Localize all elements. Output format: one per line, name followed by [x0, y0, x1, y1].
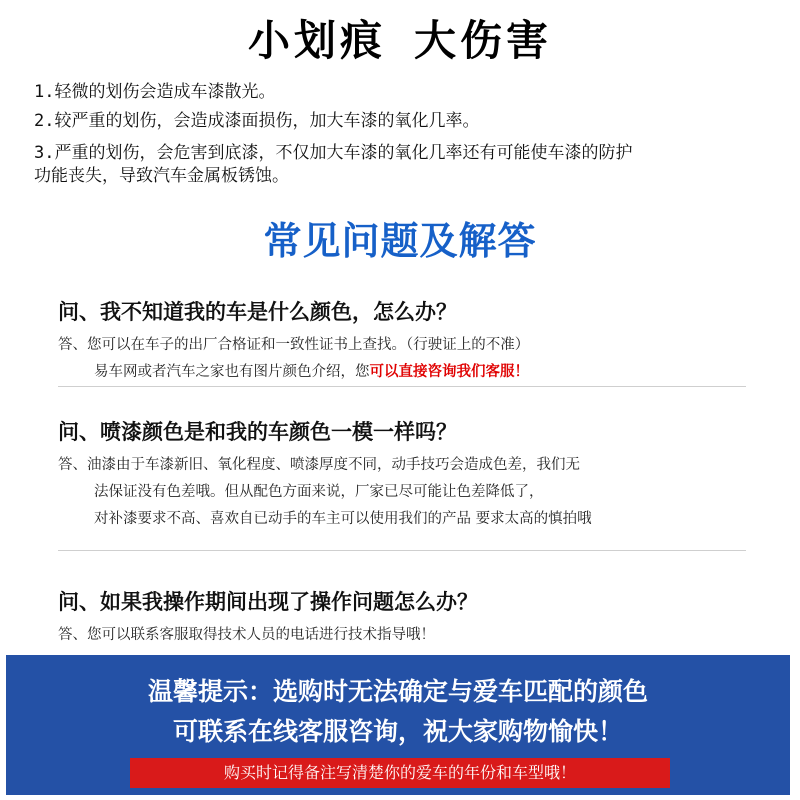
hero-title: [0, 8, 800, 68]
hero-title-part1: 小划痕: [247, 16, 386, 65]
contact-service-highlight: 可以直接咨询我们客服！: [369, 364, 529, 380]
faq-answer-2-line3: 对补漆要求不高、喜欢自已动手的车主可以使用我们的产品 要求太高的慎拍哦: [94, 511, 592, 527]
faq-answer-1-line2-text: 易车网或者汽车之家也有图片颜色介绍，您: [94, 364, 370, 380]
faq-answer-2-line1: 答、油漆由于车漆新旧、氧化程度、喷漆厚度不同，动手技巧会造成色差，我们无: [58, 457, 580, 473]
faq-question-3: 问、如果我操作期间出现了操作问题怎么办？: [58, 590, 478, 614]
faq-answer-2: [58, 452, 758, 533]
divider: [58, 550, 746, 551]
tip-line-1: 温馨提示：选购时无法确定与爱车匹配的颜色: [147, 677, 648, 706]
hero-title-part2: 大伤害: [414, 16, 553, 65]
faq-heading: 常见问题及解答: [263, 219, 537, 263]
faq-answer-1: [58, 332, 758, 386]
divider: [58, 386, 746, 387]
faq-question-2: 问、喷漆颜色是和我的车颜色一模一样吗？: [58, 420, 457, 444]
order-note-banner: 购买时记得备注写清楚你的爱车的年份和车型哦！: [130, 758, 670, 788]
faq-answer-3: 答、您可以联系客服取得技术人员的电话进行技术指导哦！: [58, 627, 435, 643]
faq-answer-2-line2: 法保证没有色差哦。但从配色方面来说，厂家已尽可能让色差降低了，: [94, 484, 544, 500]
intro-item-3-line1: 3.严重的划伤，会危害到底漆，不仅加大车漆的氧化几率还有可能使车漆的防护: [34, 143, 633, 163]
faq-answer-1-line2: [58, 359, 758, 386]
faq-item-2: [58, 416, 758, 533]
intro-item-3-line2: 功能丧失，导致汽车金属板锈蚀。: [34, 166, 289, 186]
tip-line-2: 可联系在线客服咨询，祝大家购物愉快！: [172, 717, 623, 746]
intro-item-1: 1.轻微的划伤会造成车漆散光。: [34, 82, 276, 102]
faq-item-3: [58, 586, 758, 649]
intro-item-2: 2.较严重的划伤，会造成漆面损伤，加大车漆的氧化几率。: [34, 111, 480, 131]
faq-answer-1-line1: 答、您可以在车子的出厂合格证和一致性证书上查找。（行驶证上的不准）: [58, 337, 530, 353]
faq-question-1: 问、我不知道我的车是什么颜色，怎么办？: [58, 300, 457, 324]
faq-item-1: [58, 296, 758, 386]
